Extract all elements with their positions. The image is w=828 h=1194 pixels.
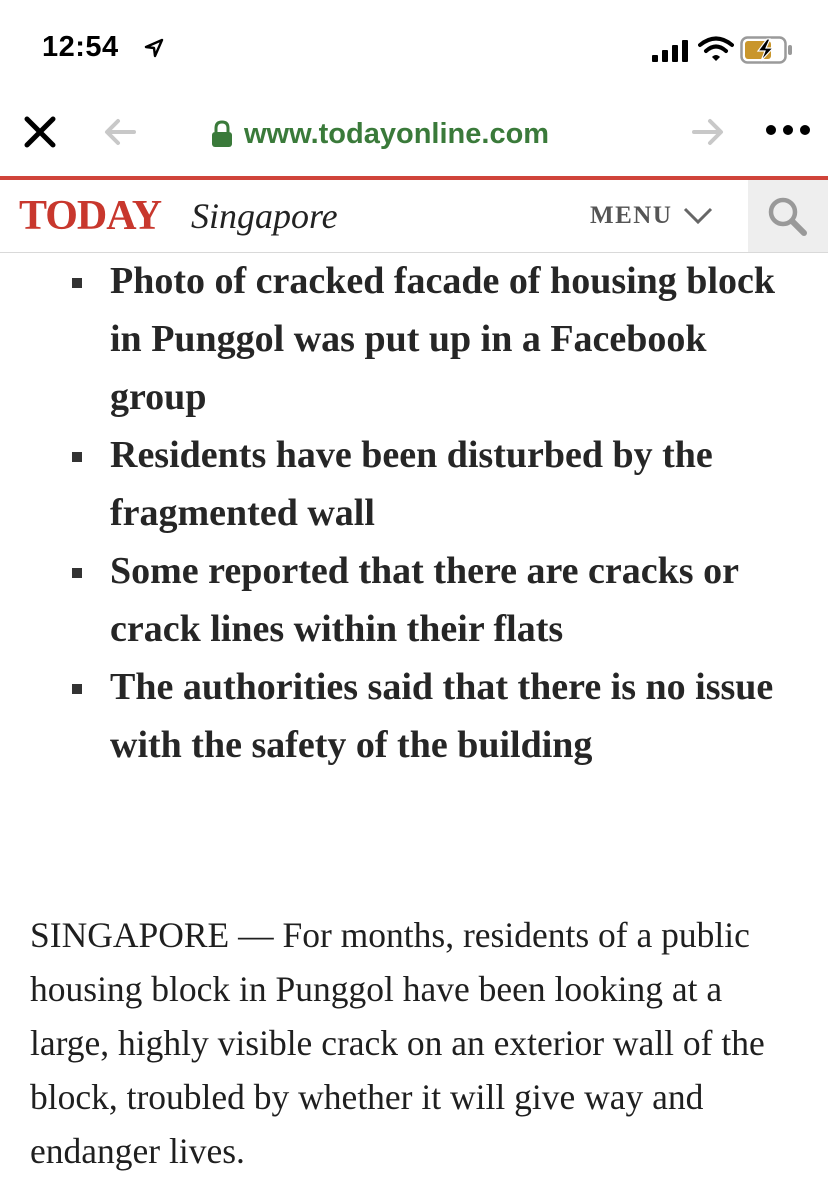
chevron-down-icon bbox=[682, 206, 714, 226]
key-point-item bbox=[0, 426, 828, 542]
battery-charging-icon bbox=[740, 36, 794, 64]
search-icon bbox=[767, 196, 807, 236]
site-logo[interactable]: TODAY bbox=[19, 193, 162, 239]
menu-button[interactable] bbox=[590, 202, 714, 230]
bullet-marker bbox=[72, 278, 82, 288]
more-icon[interactable] bbox=[764, 122, 812, 138]
edition-label[interactable]: Singapore bbox=[191, 196, 338, 236]
key-points-list bbox=[0, 252, 828, 774]
browser-toolbar bbox=[0, 96, 828, 176]
site-header bbox=[0, 180, 828, 253]
back-arrow-icon[interactable] bbox=[102, 116, 138, 148]
bullet-marker bbox=[72, 568, 82, 578]
cellular-signal-icon bbox=[652, 40, 690, 62]
key-point-text: The authorities said that there is no issue with the safety of the building bbox=[110, 666, 774, 766]
menu-label: MENU bbox=[590, 202, 673, 229]
key-point-text: Residents have been disturbed by the fragmented wall bbox=[110, 434, 713, 534]
search-button[interactable] bbox=[748, 180, 828, 252]
status-time: 12:54 bbox=[42, 31, 119, 63]
location-arrow-icon bbox=[143, 37, 165, 59]
address-bar[interactable] bbox=[210, 114, 549, 154]
key-point-item bbox=[0, 658, 828, 774]
url-text: www.todayonline.com bbox=[244, 117, 550, 150]
bullet-marker bbox=[72, 452, 82, 462]
key-point-item bbox=[0, 542, 828, 658]
status-bar bbox=[0, 0, 828, 96]
key-point-text: Photo of cracked facade of housing block in Punggol was put up in a Facebook group bbox=[110, 260, 775, 418]
bullet-marker bbox=[72, 684, 82, 694]
forward-arrow-icon[interactable] bbox=[690, 116, 726, 148]
key-point-text: Some reported that there are cracks or crack lines within their flats bbox=[110, 550, 739, 650]
wifi-icon bbox=[698, 36, 734, 62]
key-point-item bbox=[0, 252, 828, 426]
lock-icon bbox=[210, 120, 234, 148]
article-body-paragraph: SINGAPORE — For months, residents of a public housing block in Punggol have been looking at a large, highly visible crack on an exterior wall of the block, troubled by whether it will give way and endanger lives. bbox=[30, 915, 765, 1171]
close-icon[interactable] bbox=[22, 114, 58, 150]
